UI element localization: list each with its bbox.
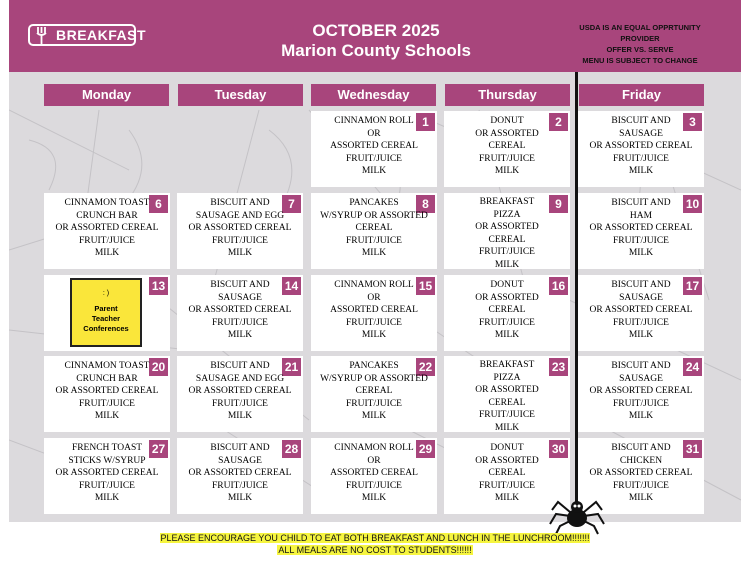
menu-line: OR [367, 292, 381, 303]
day-number: 3 [683, 113, 702, 131]
menu-line: MILK [227, 330, 253, 340]
day-cell [177, 193, 303, 269]
day-cell [177, 438, 303, 514]
menu-line: CINNAMON ROLL [334, 443, 414, 453]
menu-line: FRUIT/JUICE [613, 235, 669, 246]
day-number: 24 [683, 358, 702, 376]
menu-line: CRUNCH BAR [76, 210, 138, 221]
menu-line: FRUIT/JUICE [479, 153, 535, 164]
menu-line: OR ASSORTED [475, 292, 539, 303]
menu-line: OR ASSORTED [475, 455, 539, 466]
day-cell [444, 111, 570, 187]
note-line: Conferences [83, 324, 129, 333]
menu-line: FRUIT/JUICE [479, 317, 535, 328]
menu-line: DONUT [490, 116, 524, 126]
menu-line: FRUIT/JUICE [79, 235, 135, 246]
menu-line: SAUSAGE [218, 292, 262, 303]
menu-line: OR ASSORTED CEREAL [589, 141, 693, 151]
menu-line: ASSORTED CEREAL [330, 305, 418, 315]
menu-items [578, 115, 704, 178]
breakfast-badge [28, 24, 147, 46]
menu-line: BISCUIT AND [611, 198, 671, 208]
menu-items [578, 279, 704, 342]
footer-line-1: PLEASE ENCOURAGE YOU CHILD TO EAT BOTH BREAKFAST AND LUNCH IN THE LUNCHROOM!!!!!!! [160, 533, 590, 543]
menu-line: MILK [361, 411, 387, 421]
menu-items [311, 197, 437, 260]
menu-line: FRUIT/JUICE [79, 398, 135, 409]
menu-line: MILK [361, 166, 387, 176]
menu-items [177, 442, 303, 505]
menu-line: ASSORTED CEREAL [330, 468, 418, 478]
spider-thread [575, 72, 578, 510]
day-cell [44, 275, 170, 351]
menu-line: BISCUIT AND [210, 361, 270, 371]
notice-line: OFFER VS. SERVE [606, 45, 674, 54]
menu-line: OR ASSORTED CEREAL [589, 305, 693, 315]
menu-line: OR ASSORTED CEREAL [589, 468, 693, 478]
note-line: Parent [94, 304, 118, 313]
footer-message-2 [0, 545, 750, 555]
note-line: Teacher [91, 314, 121, 323]
day-cell [177, 356, 303, 432]
menu-items [311, 360, 437, 423]
menu-line: MILK [628, 248, 654, 258]
menu-line: SAUSAGE [218, 455, 262, 466]
menu-title-month: OCTOBER 2025 [312, 21, 440, 40]
menu-line: CEREAL [488, 141, 526, 151]
menu-line: CEREAL [488, 305, 526, 315]
menu-line: FRENCH TOAST [71, 443, 143, 453]
menu-line: OR ASSORTED [475, 385, 539, 395]
day-cell [311, 193, 437, 269]
menu-items [444, 196, 570, 271]
menu-line: MILK [494, 259, 520, 270]
menu-line: FRUIT/JUICE [79, 480, 135, 491]
menu-line: FRUIT/JUICE [346, 153, 402, 164]
menu-line: MILK [94, 411, 120, 421]
day-header-thursday: Thursday [445, 84, 570, 106]
menu-line: W/SYRUP OR ASSORTED [320, 210, 428, 221]
menu-line: MILK [628, 411, 654, 421]
day-header-friday: Friday [579, 84, 704, 106]
menu-line: MILK [494, 493, 520, 503]
day-number: 28 [282, 440, 301, 458]
menu-items [177, 360, 303, 423]
menu-line: MILK [628, 330, 654, 340]
menu-line: FRUIT/JUICE [212, 398, 268, 409]
day-number: 22 [416, 358, 435, 376]
menu-items [311, 279, 437, 342]
menu-line: CINNAMON TOAST [64, 361, 150, 371]
day-number: 17 [683, 277, 702, 295]
menu-line: FRUIT/JUICE [613, 398, 669, 409]
menu-line: BISCUIT AND [611, 116, 671, 126]
menu-line: BISCUIT AND [611, 361, 671, 371]
menu-line: CINNAMON ROLL [334, 280, 414, 290]
menu-line: FRUIT/JUICE [346, 480, 402, 491]
menu-line: BREAKFAST [479, 360, 535, 370]
menu-line: MILK [494, 166, 520, 176]
day-cell [578, 111, 704, 187]
day-number: 16 [549, 277, 568, 295]
menu-line: BISCUIT AND [611, 280, 671, 290]
menu-line: FRUIT/JUICE [479, 410, 535, 420]
menu-line: CRUNCH BAR [76, 373, 138, 384]
menu-line: W/SYRUP OR ASSORTED [320, 373, 428, 384]
menu-items [311, 442, 437, 505]
menu-line: BISCUIT AND [210, 280, 270, 290]
menu-line: CEREAL [355, 223, 393, 233]
menu-line: OR ASSORTED CEREAL [55, 468, 159, 478]
day-cell [444, 193, 570, 269]
menu-items [44, 360, 170, 423]
menu-line: PIZZA [493, 209, 521, 220]
day-header-tuesday: Tuesday [178, 84, 303, 106]
menu-line: CEREAL [488, 468, 526, 478]
menu-line: OR ASSORTED CEREAL [55, 386, 159, 396]
day-cell [311, 275, 437, 351]
menu-line: DONUT [490, 443, 524, 453]
day-cell [311, 438, 437, 514]
menu-line: CHICKEN [619, 455, 663, 466]
menu-line: OR ASSORTED CEREAL [188, 386, 292, 396]
day-number: 1 [416, 113, 435, 131]
header-banner [9, 0, 741, 72]
menu-line: MILK [227, 248, 253, 258]
day-number: 9 [549, 195, 568, 213]
day-cell [578, 193, 704, 269]
fork-icon [35, 27, 48, 45]
day-cell [444, 275, 570, 351]
parent-teacher-conferences-note [70, 278, 142, 347]
menu-line: BISCUIT AND [210, 443, 270, 453]
menu-line: FRUIT/JUICE [212, 235, 268, 246]
menu-line: ASSORTED CEREAL [330, 141, 418, 151]
menu-items [578, 197, 704, 260]
menu-line: MILK [94, 493, 120, 503]
menu-line: OR ASSORTED CEREAL [589, 223, 693, 233]
menu-line: MILK [361, 330, 387, 340]
menu-line: OR ASSORTED CEREAL [589, 386, 693, 396]
menu-line: MILK [494, 422, 520, 433]
menu-line: CEREAL [488, 234, 526, 245]
day-cell [311, 356, 437, 432]
menu-line: BREAKFAST [479, 197, 535, 207]
menu-items [444, 279, 570, 342]
menu-line: HAM [629, 210, 653, 221]
notice-line: USDA IS AN EQUAL OPPRTUNITY [579, 23, 701, 32]
footer-line-2: ALL MEALS ARE NO COST TO STUDENTS!!!!!! [278, 545, 472, 555]
day-cell [578, 275, 704, 351]
menu-line: FRUIT/JUICE [346, 235, 402, 246]
menu-line: OR ASSORTED [475, 128, 539, 139]
day-cell [444, 356, 570, 432]
day-header-wednesday: Wednesday [311, 84, 436, 106]
menu-line: CEREAL [355, 386, 393, 396]
menu-line: CEREAL [488, 397, 526, 408]
note-text [72, 304, 140, 334]
menu-items [578, 360, 704, 423]
menu-line: OR ASSORTED [475, 222, 539, 232]
menu-items [311, 115, 437, 178]
menu-line: FRUIT/JUICE [212, 317, 268, 328]
day-number: 27 [149, 440, 168, 458]
notice-line: MENU IS SUBJECT TO CHANGE [582, 56, 698, 65]
menu-line: FRUIT/JUICE [613, 153, 669, 164]
menu-line: STICKS W/SYRUP [68, 455, 146, 466]
day-number: 30 [549, 440, 568, 458]
menu-line: OR [367, 128, 381, 139]
day-number: 15 [416, 277, 435, 295]
day-number: 10 [683, 195, 702, 213]
menu-line: FRUIT/JUICE [613, 317, 669, 328]
menu-line: MILK [227, 411, 253, 421]
menu-line: DONUT [490, 280, 524, 290]
footer-message [0, 533, 750, 543]
menu-line: MILK [361, 248, 387, 258]
menu-items [444, 115, 570, 178]
menu-line: MILK [628, 493, 654, 503]
menu-line: FRUIT/JUICE [212, 480, 268, 491]
menu-line: SAUSAGE [619, 292, 663, 303]
menu-line: SAUSAGE [619, 373, 663, 384]
menu-line: BISCUIT AND [210, 198, 270, 208]
spider-icon [548, 492, 606, 536]
menu-title-school: Marion County Schools [281, 41, 471, 60]
day-number: 31 [683, 440, 702, 458]
menu-line: BISCUIT AND [611, 443, 671, 453]
menu-items [177, 197, 303, 260]
menu-line: PIZZA [493, 372, 521, 383]
menu-line: OR ASSORTED CEREAL [55, 223, 159, 233]
menu-line: OR ASSORTED CEREAL [188, 223, 292, 233]
menu-line: OR ASSORTED CEREAL [188, 468, 292, 478]
menu-items [177, 279, 303, 342]
menu-line: FRUIT/JUICE [479, 247, 535, 257]
day-number: 8 [416, 195, 435, 213]
menu-line: FRUIT/JUICE [346, 317, 402, 328]
menu-line: MILK [494, 330, 520, 340]
menu-line: PANCAKES [349, 361, 399, 371]
menu-line: CINNAMON TOAST [64, 198, 150, 208]
day-number: 21 [282, 358, 301, 376]
menu-items [44, 197, 170, 260]
day-cell [44, 356, 170, 432]
smiley-icon: : ) [102, 290, 110, 297]
menu-line: SAUSAGE AND EGG [195, 373, 285, 384]
menu-line: CINNAMON ROLL [334, 116, 414, 126]
day-number: 6 [149, 195, 168, 213]
day-cell [44, 193, 170, 269]
day-number: 14 [282, 277, 301, 295]
menu-items [44, 442, 170, 505]
menu-line: FRUIT/JUICE [479, 480, 535, 491]
day-cell [177, 275, 303, 351]
badge-label: BREAKFAST [56, 27, 147, 43]
notice-line: PROVIDER [620, 34, 660, 43]
day-number: 20 [149, 358, 168, 376]
menu-line: SAUSAGE [619, 128, 663, 139]
menu-line: FRUIT/JUICE [613, 480, 669, 491]
menu-line: MILK [628, 166, 654, 176]
menu-line: PANCAKES [349, 198, 399, 208]
menu-line: SAUSAGE AND EGG [195, 210, 285, 221]
day-number: 29 [416, 440, 435, 458]
menu-items [444, 359, 570, 434]
day-number: 7 [282, 195, 301, 213]
day-cell [311, 111, 437, 187]
menu-line: FRUIT/JUICE [346, 398, 402, 409]
day-cell [44, 438, 170, 514]
day-cell [578, 356, 704, 432]
day-number: 13 [149, 277, 168, 295]
day-number: 23 [549, 358, 568, 376]
menu-line: OR [367, 455, 381, 466]
day-number: 2 [549, 113, 568, 131]
menu-line: MILK [94, 248, 120, 258]
menu-line: MILK [227, 493, 253, 503]
menu-line: OR ASSORTED CEREAL [188, 305, 292, 315]
usda-notice [565, 22, 715, 66]
day-header-monday: Monday [44, 84, 169, 106]
menu-line: MILK [361, 493, 387, 503]
